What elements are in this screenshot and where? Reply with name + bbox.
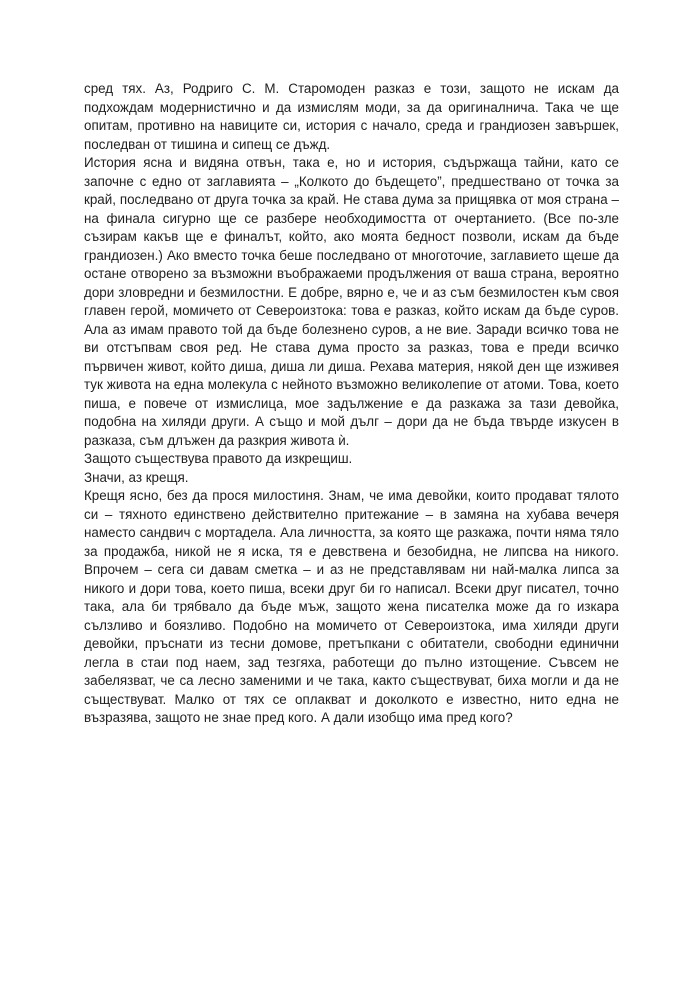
paragraph-3: Защото съществува правото да изкрещиш. [84, 451, 353, 466]
document-page [84, 80, 619, 728]
paragraph-5: Крещя ясно, без да прося милостиня. Знам, че има девойки, които продават тялото си – тяхното единствено действително притежание – в замяна на хубава вечеря наместо сандвич с мортадела. Ала личността, за която ще разкажа, почти няма тяло за продажба, никой не я иска, тя е девствена и безобидна, не липсва на никого. Впрочем – сега си давам сметка – и аз не представлявам ни най-малка липса за никого и дори това, което пиша, всеки друг би го написал. Всеки друг писател, точно така, ала би трябвало да бъде мъж, защото жена писателка може да го изкара сълзливо и боязливо. Подобно на момичето от Североизтока, има хиляди други девойки, пръснати из тесни домове, претъпкани с обитатели, свободни единични легла в стаи под наем, зад тезгяха, работещи до пълно изтощение. Съвсем не забелязват, че са лесно заменими и че така, както съществуват, биха могли и да не съществуват. Малко от тях се оплакват и доколкото е известно, нито една не възразява, защото не знае пред кого. А дали изобщо има пред кого? [84, 488, 619, 725]
paragraph-2: История ясна и видяна отвън, така е, но и история, съдържаща тайни, като се започне с едно от заглавията – „Колкото до бъдещето”, предшествано от точка за край, последвано от друга точка за край. Не става дума за прищявка от моя страна – на финала сигурно ще се разбере необходимостта от очертанието. (Все по-зле съзирам какъв ще е финалът, който, ако моята бедност позволи, искам да бъде грандиозен.) Ако вместо точка беше последвано от многоточие, заглавието щеше да остане отворено за възможни въображаеми продължения от ваша страна, вероятно дори зловредни и безмилостни. Е добре, вярно е, че и аз съм безмилостен към своя главен герой, момичето от Североизтока: това е разказ, който искам да бъде суров. Ала аз имам правото той да бъде болезнено суров, а не вие. Заради всичко това не ви отстъпвам своя ред. Не става дума просто за разказ, това е преди всичко първичен живот, който диша, диша ли диша. Рехава материя, някой ден ще изживея тук живота на една молекула с нейното възможно великолепие от атоми. Това, което пиша, е повече от измислица, мое задължение е да разкажа за тази девойка, подобна на хиляди други. А също и мой дълг – дори да не бъда твърде изкусен в разказа, съм длъжен да разкрия живота ѝ. [84, 155, 619, 448]
paragraph-4: Значи, аз крещя. [84, 469, 189, 485]
paragraph-1: сред тях. Аз, Родриго С. М. Старомоден разказ е този, защото не искам да подхождам модернистично и да измислям моди, за да оригиналнича. Така че ще опитам, противно на навиците си, история с начало, среда и грандиозен завършек, последван от тишина и сипещ се дъжд. [84, 81, 619, 152]
